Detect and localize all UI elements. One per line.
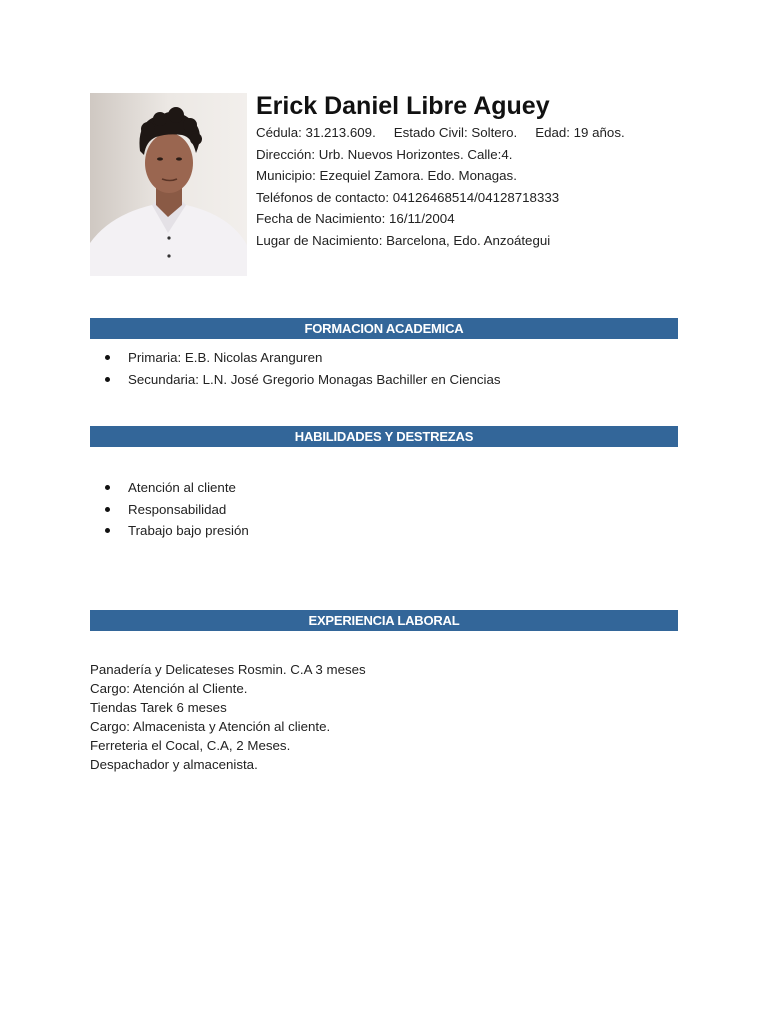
experiencia-text: [90, 660, 366, 774]
fecha-nacimiento: Fecha de Nacimiento: 16/11/2004: [256, 211, 455, 226]
section-habilidades-header: HABILIDADES Y DESTREZAS: [90, 426, 678, 447]
list-item: Secundaria: L.N. José Gregorio Monagas Bachiller en Ciencias: [90, 369, 501, 391]
experience-line: Panadería y Delicateses Rosmin. C.A 3 meses: [90, 662, 366, 677]
experience-line: Tiendas Tarek 6 meses: [90, 700, 227, 715]
list-item: Trabajo bajo presión: [90, 520, 249, 542]
lugar-nacimiento: Lugar de Nacimiento: Barcelona, Edo. Anzoátegui: [256, 233, 551, 248]
id-line: [256, 125, 625, 141]
estado-civil: Estado Civil: Soltero.: [393, 125, 518, 140]
experience-line: Despachador y almacenista.: [90, 757, 258, 772]
list-item: Atención al cliente: [90, 477, 249, 499]
edad: Edad: 19 años.: [535, 125, 625, 140]
section-experiencia-header: EXPERIENCIA LABORAL: [90, 610, 678, 631]
experience-line: Ferreteria el Cocal, C.A, 2 Meses.: [90, 738, 291, 753]
experience-line: Cargo: Atención al Cliente.: [90, 681, 248, 696]
habilidades-list: [90, 477, 249, 542]
experience-line: Cargo: Almacenista y Atención al cliente.: [90, 719, 331, 734]
cedula: Cédula: 31.213.609.: [256, 125, 376, 140]
profile-photo: [90, 93, 247, 276]
formacion-list: [90, 347, 501, 390]
municipio: Municipio: Ezequiel Zamora. Edo. Monagas.: [256, 168, 517, 183]
section-formacion-header: FORMACION ACADEMICA: [90, 318, 678, 339]
list-item: Responsabilidad: [90, 499, 249, 521]
telefonos: Teléfonos de contacto: 04126468514/04128718333: [256, 190, 560, 205]
candidate-name: Erick Daniel Libre Aguey: [256, 92, 550, 120]
direccion: Dirección: Urb. Nuevos Horizontes. Calle:4.: [256, 147, 513, 162]
list-item: Primaria: E.B. Nicolas Aranguren: [90, 347, 501, 369]
